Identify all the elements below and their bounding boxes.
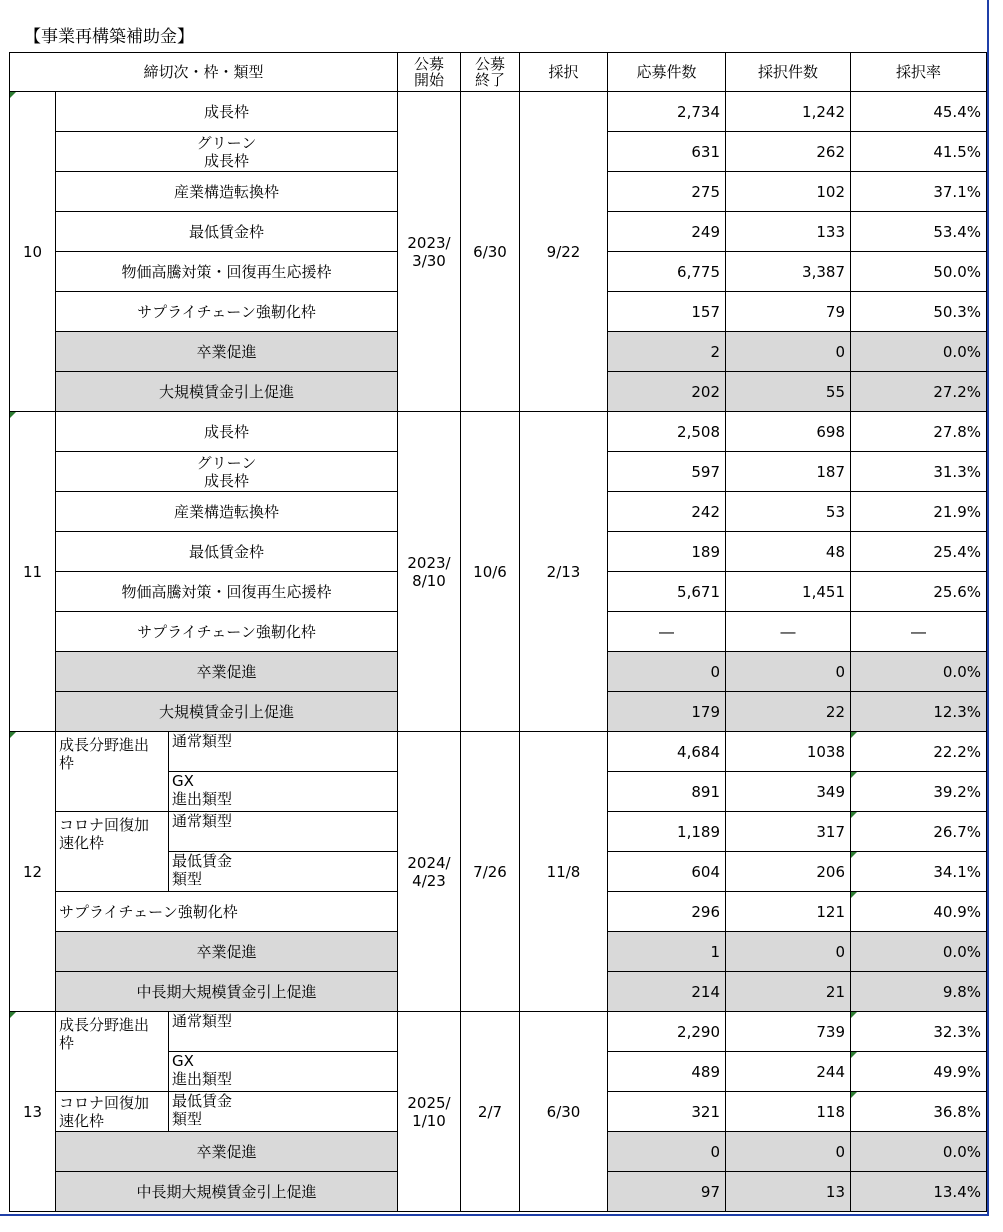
adoptions-value: 1,451 xyxy=(726,572,851,612)
applications-value: 0 xyxy=(608,652,726,692)
adoptions-value: 13 xyxy=(726,1172,851,1212)
adoptions-value: 1,242 xyxy=(726,92,851,132)
applications-value: 0 xyxy=(608,1132,726,1172)
round-number: 12 xyxy=(10,732,56,1012)
round-number: 13 xyxy=(10,1012,56,1212)
applications-value: 179 xyxy=(608,692,726,732)
adoptions-value: 206 xyxy=(726,852,851,892)
type-name: GX 進出類型 xyxy=(169,772,398,812)
rate-value: 25.6% xyxy=(851,572,987,612)
rate-value: 21.9% xyxy=(851,492,987,532)
frame-name: グリーン 成長枠 xyxy=(56,132,398,172)
applications-value: 202 xyxy=(608,372,726,412)
adoptions-value: 118 xyxy=(726,1092,851,1132)
rate-value: 27.2% xyxy=(851,372,987,412)
adoptions-value: 698 xyxy=(726,412,851,452)
adoptions-value: 739 xyxy=(726,1012,851,1052)
rate-value: 9.8% xyxy=(851,972,987,1012)
applications-value: 2,508 xyxy=(608,412,726,452)
table-row xyxy=(10,412,987,452)
applications-value: 2,734 xyxy=(608,92,726,132)
header-adopted: 採択 xyxy=(520,53,608,92)
page-title: 【事業再構築補助金】 xyxy=(24,27,194,47)
frame-name: 卒業促進 xyxy=(56,652,398,692)
rate-value: 41.5% xyxy=(851,132,987,172)
frame-group: 成長分野進出 枠 xyxy=(56,732,169,812)
applications-value: 2,290 xyxy=(608,1012,726,1052)
rate-value: 50.3% xyxy=(851,292,987,332)
end-date: 7/26 xyxy=(461,732,520,1012)
applications-value: 597 xyxy=(608,452,726,492)
frame-name: サプライチェーン強靭化枠 xyxy=(56,612,398,652)
adopted-date: 11/8 xyxy=(520,732,608,1012)
frame-name: 物価高騰対策・回復再生応援枠 xyxy=(56,252,398,292)
rate-value: 25.4% xyxy=(851,532,987,572)
subsidy-table xyxy=(9,52,987,1212)
applications-value: 4,684 xyxy=(608,732,726,772)
applications-value: 157 xyxy=(608,292,726,332)
adopted-date: 9/22 xyxy=(520,92,608,412)
frame-name: 大規模賃金引上促進 xyxy=(56,372,398,412)
frame-name: 最低賃金枠 xyxy=(56,532,398,572)
rate-value: 26.7% xyxy=(851,812,987,852)
frame-name: 中長期大規模賃金引上促進 xyxy=(56,1172,398,1212)
type-name: 通常類型 xyxy=(169,1012,398,1052)
applications-value: 2 xyxy=(608,332,726,372)
adoptions-value: 262 xyxy=(726,132,851,172)
applications-value: 631 xyxy=(608,132,726,172)
frame-name: 成長枠 xyxy=(56,412,398,452)
adoptions-value: 0 xyxy=(726,652,851,692)
rate-value: 53.4% xyxy=(851,212,987,252)
frame-name: グリーン 成長枠 xyxy=(56,452,398,492)
rate-value: 37.1% xyxy=(851,172,987,212)
adoptions-value: 121 xyxy=(726,892,851,932)
applications-value: 1 xyxy=(608,932,726,972)
rate-value: 0.0% xyxy=(851,1132,987,1172)
adoptions-value: 244 xyxy=(726,1052,851,1092)
rate-value: 45.4% xyxy=(851,92,987,132)
applications-value: 5,671 xyxy=(608,572,726,612)
frame-group: コロナ回復加 速化枠 xyxy=(56,1092,169,1132)
frame-name: 大規模賃金引上促進 xyxy=(56,692,398,732)
adoptions-value: ― xyxy=(726,612,851,652)
adoptions-value: 102 xyxy=(726,172,851,212)
frame-name: サプライチェーン強靭化枠 xyxy=(56,292,398,332)
start-date: 2024/ 4/23 xyxy=(398,732,461,1012)
adopted-date: 2/13 xyxy=(520,412,608,732)
end-date: 10/6 xyxy=(461,412,520,732)
adoptions-value: 21 xyxy=(726,972,851,1012)
rate-value: 40.9% xyxy=(851,892,987,932)
frame-name: 卒業促進 xyxy=(56,1132,398,1172)
adoptions-value: 0 xyxy=(726,932,851,972)
adopted-date: 6/30 xyxy=(520,1012,608,1212)
type-name: GX 進出類型 xyxy=(169,1052,398,1092)
header-row xyxy=(10,53,987,92)
frame-group: コロナ回復加 速化枠 xyxy=(56,812,169,892)
type-name: 通常類型 xyxy=(169,732,398,772)
end-date: 6/30 xyxy=(461,92,520,412)
rate-value: 13.4% xyxy=(851,1172,987,1212)
applications-value: 604 xyxy=(608,852,726,892)
frame-group: 成長分野進出 枠 xyxy=(56,1012,169,1092)
type-name: 最低賃金 類型 xyxy=(169,852,398,892)
adoptions-value: 317 xyxy=(726,812,851,852)
rate-value: 49.9% xyxy=(851,1052,987,1092)
rate-value: 0.0% xyxy=(851,652,987,692)
adoptions-value: 0 xyxy=(726,332,851,372)
rate-value: ― xyxy=(851,612,987,652)
rate-value: 27.8% xyxy=(851,412,987,452)
applications-value: 97 xyxy=(608,1172,726,1212)
start-date: 2023/ 8/10 xyxy=(398,412,461,732)
adoptions-value: 53 xyxy=(726,492,851,532)
adoptions-value: 3,387 xyxy=(726,252,851,292)
table-row xyxy=(10,92,987,132)
rate-value: 39.2% xyxy=(851,772,987,812)
adoptions-value: 349 xyxy=(726,772,851,812)
frame-name: 成長枠 xyxy=(56,92,398,132)
rate-value: 31.3% xyxy=(851,452,987,492)
header-rate: 採択率 xyxy=(851,53,987,92)
start-date: 2025/ 1/10 xyxy=(398,1012,461,1212)
adoptions-value: 1038 xyxy=(726,732,851,772)
table-row xyxy=(10,732,987,772)
frame-name: 最低賃金枠 xyxy=(56,212,398,252)
adoptions-value: 133 xyxy=(726,212,851,252)
adoptions-value: 22 xyxy=(726,692,851,732)
round-number: 11 xyxy=(10,412,56,732)
rate-value: 32.3% xyxy=(851,1012,987,1052)
rate-value: 36.8% xyxy=(851,1092,987,1132)
frame-name: 産業構造転換枠 xyxy=(56,492,398,532)
adoptions-value: 187 xyxy=(726,452,851,492)
frame-name: 中長期大規模賃金引上促進 xyxy=(56,972,398,1012)
end-date: 2/7 xyxy=(461,1012,520,1212)
applications-value: 321 xyxy=(608,1092,726,1132)
adoptions-value: 79 xyxy=(726,292,851,332)
adoptions-value: 0 xyxy=(726,1132,851,1172)
frame-name: サプライチェーン強靭化枠 xyxy=(56,892,398,932)
header-category: 締切次・枠・類型 xyxy=(10,53,398,92)
type-name: 最低賃金 類型 xyxy=(169,1092,398,1132)
applications-value: 275 xyxy=(608,172,726,212)
rate-value: 0.0% xyxy=(851,932,987,972)
applications-value: 6,775 xyxy=(608,252,726,292)
applications-value: 242 xyxy=(608,492,726,532)
rate-value: 50.0% xyxy=(851,252,987,292)
header-adoptions: 採択件数 xyxy=(726,53,851,92)
applications-value: ― xyxy=(608,612,726,652)
applications-value: 214 xyxy=(608,972,726,1012)
applications-value: 891 xyxy=(608,772,726,812)
type-name: 通常類型 xyxy=(169,812,398,852)
frame-name: 卒業促進 xyxy=(56,932,398,972)
rate-value: 34.1% xyxy=(851,852,987,892)
table-row xyxy=(10,1012,987,1052)
header-applications: 応募件数 xyxy=(608,53,726,92)
header-end: 公募 終了 xyxy=(461,53,520,92)
applications-value: 189 xyxy=(608,532,726,572)
frame-name: 物価高騰対策・回復再生応援枠 xyxy=(56,572,398,612)
rate-value: 0.0% xyxy=(851,332,987,372)
applications-value: 1,189 xyxy=(608,812,726,852)
rate-value: 22.2% xyxy=(851,732,987,772)
frame-name: 産業構造転換枠 xyxy=(56,172,398,212)
applications-value: 249 xyxy=(608,212,726,252)
adoptions-value: 48 xyxy=(726,532,851,572)
applications-value: 296 xyxy=(608,892,726,932)
frame-name: 卒業促進 xyxy=(56,332,398,372)
applications-value: 489 xyxy=(608,1052,726,1092)
rate-value: 12.3% xyxy=(851,692,987,732)
adoptions-value: 55 xyxy=(726,372,851,412)
header-start: 公募 開始 xyxy=(398,53,461,92)
start-date: 2023/ 3/30 xyxy=(398,92,461,412)
round-number: 10 xyxy=(10,92,56,412)
